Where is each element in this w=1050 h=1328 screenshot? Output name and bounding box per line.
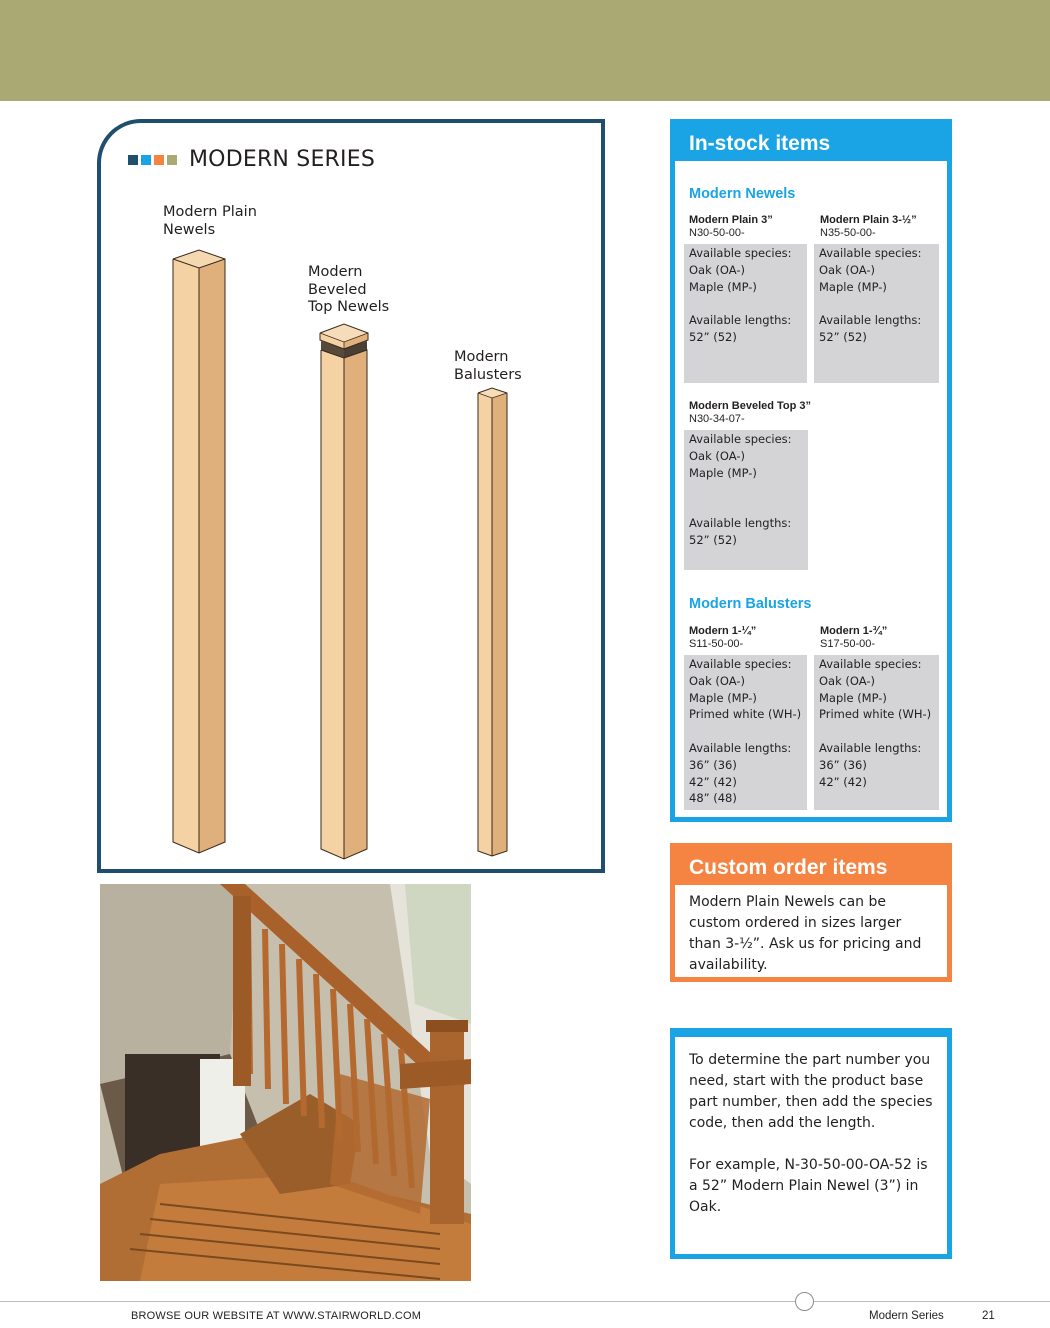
beveled-top-label-line: Top Newels xyxy=(308,299,390,315)
spec-line: Maple (MP-) xyxy=(819,690,887,705)
spec-line: Available species: xyxy=(819,246,922,260)
page-number: 21 xyxy=(982,1310,995,1322)
item-name: Modern Plain 3-½” xyxy=(820,214,917,226)
item-code: S11-50-00- xyxy=(689,638,744,650)
spec-line: 48” (48) xyxy=(689,791,737,806)
item-name: Modern 1-¾” xyxy=(820,625,888,637)
spec-line: 42” (42) xyxy=(689,774,737,789)
spec-box xyxy=(814,244,939,383)
modern-series-panel xyxy=(97,119,605,873)
beveled-top-label-line: Modern xyxy=(308,264,363,280)
baluster-illustration xyxy=(478,388,507,856)
spec-line: Available lengths: xyxy=(819,740,922,755)
custom-order-box xyxy=(670,843,952,982)
spec-line xyxy=(689,481,803,498)
spec-line: Oak (OA-) xyxy=(689,448,746,463)
footer-website: BROWSE OUR WEBSITE AT WWW.STAIRWORLD.COM xyxy=(131,1310,422,1322)
spec-line: Available lengths: xyxy=(689,515,792,530)
plain-newels-label-line: Modern Plain xyxy=(163,204,257,220)
spec-box xyxy=(684,655,807,810)
footer-circle-ornament xyxy=(795,1292,814,1311)
item-code: N30-50-00- xyxy=(689,227,745,239)
spec-line: Available species: xyxy=(689,657,792,671)
spec-line: 36” (36) xyxy=(819,757,867,772)
part-number-example: For example, N-30-50-00-OA-52 is a 52” Modern Plain Newel (3”) in Oak. xyxy=(689,1157,928,1215)
spec-box xyxy=(684,244,807,383)
staircase-photo xyxy=(100,884,471,1281)
plain-newel-illustration xyxy=(173,250,225,853)
item-name: Modern 1-¼” xyxy=(689,625,757,637)
heading-square-olive xyxy=(167,155,177,165)
spec-line: Available species: xyxy=(689,246,792,260)
balusters-label-line: Balusters xyxy=(454,366,522,383)
custom-order-text: Modern Plain Newels can be custom ordered in sizes larger than 3-½”. Ask us for pricing and availability. xyxy=(689,894,922,973)
series-heading xyxy=(128,147,375,172)
spec-line: Maple (MP-) xyxy=(689,279,757,294)
top-color-band xyxy=(0,0,1050,101)
spec-line: 42” (42) xyxy=(819,774,867,789)
beveled-top-newel-illustration xyxy=(320,324,368,859)
heading-square-blue xyxy=(141,155,151,165)
heading-square-orange xyxy=(154,155,164,165)
spec-box xyxy=(684,430,808,570)
spec-line: Available lengths: xyxy=(689,740,792,755)
staircase-photo-image xyxy=(100,884,471,1281)
modern-balusters-title: Modern Balusters xyxy=(689,596,812,612)
balusters-label xyxy=(454,349,522,384)
item-code: S17-50-00- xyxy=(820,638,876,650)
spec-line xyxy=(689,498,803,515)
spec-line: 52” (52) xyxy=(689,532,737,547)
spec-line: 52” (52) xyxy=(819,329,867,344)
series-title: MODERN SERIES xyxy=(189,147,375,172)
in-stock-items-box xyxy=(670,119,952,822)
spec-box xyxy=(814,655,939,810)
in-stock-header: In-stock items xyxy=(675,124,947,161)
spec-line: Maple (MP-) xyxy=(689,465,757,480)
part-number-instructions: To determine the part number you need, start with the product base part number, then add the species code, then add the length. xyxy=(689,1052,933,1131)
modern-newels-title: Modern Newels xyxy=(689,186,796,202)
spec-line: Oak (OA-) xyxy=(689,673,746,688)
spec-line: Available species: xyxy=(689,432,792,446)
beveled-top-label-line: Beveled xyxy=(308,281,367,298)
footer-divider xyxy=(0,1301,1050,1302)
item-name: Modern Beveled Top 3” xyxy=(689,400,812,412)
spec-line: Primed white (WH-) xyxy=(689,707,802,722)
spec-line: 52” (52) xyxy=(689,329,737,344)
spec-line xyxy=(689,295,802,312)
spec-line: Primed white (WH-) xyxy=(819,707,932,722)
spec-line: Available lengths: xyxy=(819,313,922,328)
custom-order-header: Custom order items xyxy=(675,848,947,885)
balusters-label-line: Modern xyxy=(454,349,509,365)
spec-line: Available species: xyxy=(819,657,922,671)
spec-line: Maple (MP-) xyxy=(689,690,757,705)
spec-line: Oak (OA-) xyxy=(689,262,746,277)
item-code: N35-50-00- xyxy=(820,227,876,239)
spec-line: Available lengths: xyxy=(689,313,792,328)
item-name: Modern Plain 3” xyxy=(689,214,773,226)
spec-line: Oak (OA-) xyxy=(819,673,876,688)
item-code: N30-34-07- xyxy=(689,413,745,425)
spec-line: Oak (OA-) xyxy=(819,262,876,277)
heading-square-navy xyxy=(128,155,138,165)
beveled-top-label xyxy=(308,264,389,317)
plain-newels-label-line: Newels xyxy=(163,221,216,238)
plain-newels-label xyxy=(163,204,257,239)
spec-line xyxy=(689,723,802,740)
spec-line: Maple (MP-) xyxy=(819,279,887,294)
spec-line: 36” (36) xyxy=(689,757,737,772)
spec-line xyxy=(819,295,934,312)
part-number-box xyxy=(670,1028,952,1259)
spec-line xyxy=(819,723,934,740)
footer-section-name: Modern Series xyxy=(869,1310,944,1322)
